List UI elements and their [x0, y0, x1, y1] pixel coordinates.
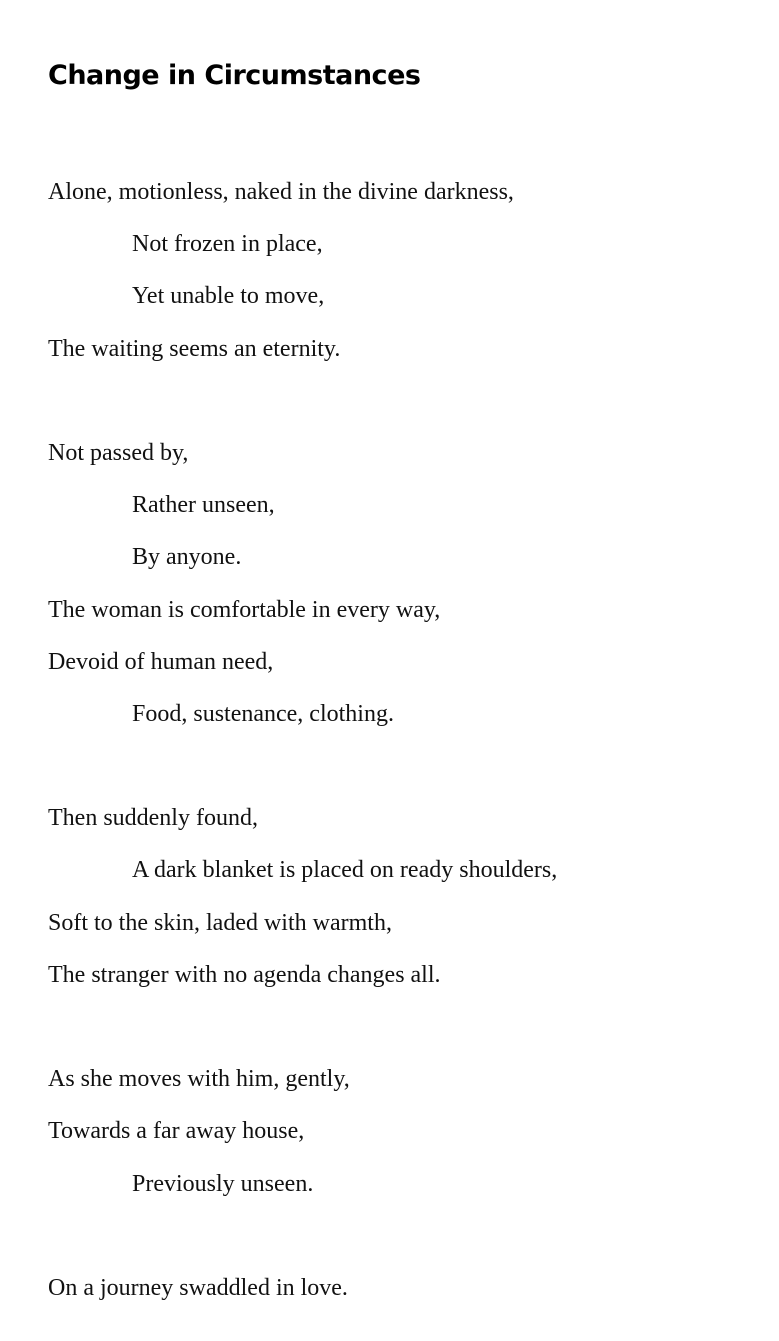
poem-line: The stranger with no agenda changes all. [48, 961, 441, 988]
poem-body [48, 166, 748, 1314]
poem-line: The waiting seems an eternity. [48, 335, 341, 362]
stanza-break [48, 1210, 748, 1262]
stanza-break [48, 375, 748, 427]
poem-line: Previously unseen. [132, 1170, 314, 1197]
poem-line: Not passed by, [48, 439, 189, 466]
poem-line: Rather unseen, [132, 492, 275, 519]
poem-line: By anyone. [132, 544, 242, 571]
poem-line: Yet unable to move, [132, 283, 325, 310]
poem-line: The woman is comfortable in every way, [48, 596, 441, 623]
poem-title: Change in Circumstances [48, 60, 421, 91]
stanza-break [48, 740, 748, 792]
poem-line: Food, sustenance, clothing. [132, 700, 394, 727]
poem-line: Then suddenly found, [48, 805, 258, 832]
poem-line: As she moves with him, gently, [48, 1066, 350, 1093]
poem-line: Alone, motionless, naked in the divine darkness, [48, 179, 514, 205]
poem-line: Soft to the skin, laded with warmth, [48, 909, 392, 936]
poem-line: Devoid of human need, [48, 648, 274, 675]
stanza-break [48, 1001, 748, 1053]
poem-line: On a journey swaddled in love. [48, 1274, 348, 1301]
poem-line: Towards a far away house, [48, 1118, 305, 1145]
poem-line: A dark blanket is placed on ready shoulders, [132, 857, 558, 884]
poem-line: Not frozen in place, [132, 231, 323, 258]
